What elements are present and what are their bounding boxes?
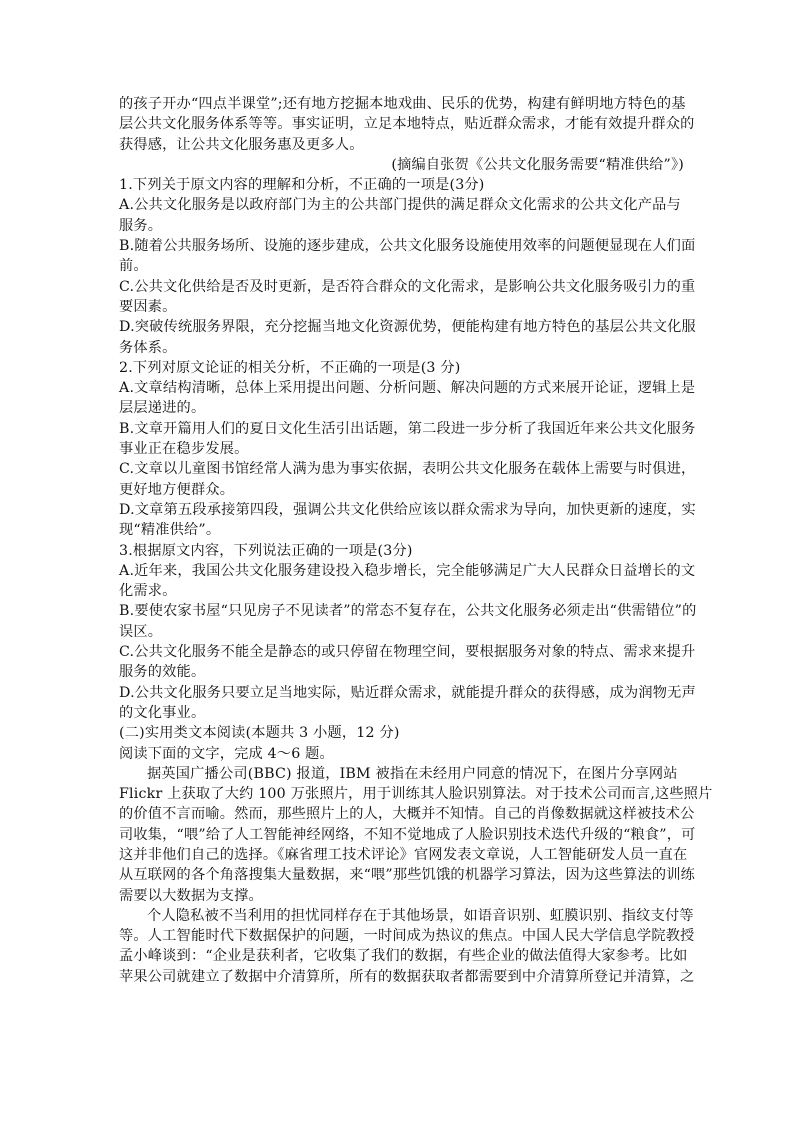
option-d: D.公共文化服务只要立足当地实际，贴近群众需求，就能提升群众的获得感，成为润物无声 [119,684,696,701]
text-line: 层公共文化服务体系等等。事实证明，立足本地特点，贴近群众需求，才能有效提升群众的 [119,116,695,133]
option-c-cont: 要因素。 [119,298,177,315]
passage-1-tail [119,94,695,155]
paragraph-1 [119,764,713,906]
text-line: 从互联网的各个角落搜集大量数据，来“喂”那些饥饿的机器学习算法，因为这些算法的训练 [119,867,696,884]
question-2 [119,358,696,541]
text-line: 据英国广播公司(BBC) 报道，IBM 被指在未经用户同意的情况下，在图片分享网站 [147,765,678,782]
option-c-cont: 更好地方便群众。 [119,481,235,498]
option-c-cont: 服务的效能。 [119,664,206,681]
text-line: 苹果公司就建立了数据中介清算所，所有的数据获取者都需要到中介清算所登记并清算，之 [119,968,695,985]
question-3 [119,541,697,724]
option-b-cont: 事业正在稳步发展。 [119,441,249,458]
option-b: B.要使农家书屋“只见房子不见读者”的常态不复存在，公共文化服务必须走出“供需错位”的 [119,603,697,620]
text-line: 司收集，“喂”给了人工智能神经网络，不知不觉地成了人脸识别技术迭代升级的“粮食”，可 [119,826,696,843]
option-a-cont: 层层递进的。 [119,400,206,417]
option-d-cont: 务体系。 [119,339,177,356]
text-line: 需要以大数据为支撑。 [119,887,263,904]
option-b: B.随着公共服务场所、设施的逐步建成，公共文化服务设施使用效率的问题便显现在人们面 [119,238,696,255]
option-d-cont: 的文化事业。 [119,704,206,721]
option-c: C.文章以儿童图书馆经常人满为患为事实依据，表明公共文化服务在载体上需要与时俱进， [119,461,696,478]
option-d: D.突破传统服务界限，充分挖掘当地文化资源优势，便能构建有地方特色的基层公共文化服 [119,319,696,336]
question-stem: 3.根据原文内容，下列说法正确的一项是(3分) [119,542,413,559]
text-line: 获得感，让公共文化服务惠及更多人。 [119,136,364,153]
option-c: C.公共文化服务不能全是静态的或只停留在物理空间，要根据服务对象的特点、需求来提升 [119,644,696,661]
option-a: A.文章结构清晰，总体上采用提出问题、分析问题、解决问题的方式来展开论证，逻辑上是 [119,380,696,397]
option-b: B.文章开篇用人们的夏日文化生活引出话题，第二段进一步分析了我国近年来公共文化服务 [119,420,696,437]
option-b-cont: 前。 [119,258,148,275]
paragraph-2 [119,906,695,987]
text-line: 这并非他们自己的选择。《麻省理工技术评论》官网发表文章说，人工智能研发人员一直在 [119,846,688,863]
section-instruction: 阅读下面的文字，完成 4～6 题。 [119,745,334,762]
option-b-cont: 误区。 [119,623,163,640]
text-line: 的价值不言而喻。然而，那些照片上的人，大概并不知情。自己的肖像数据就这样被技术公 [119,806,695,823]
option-a: A.近年来，我国公共文化服务建设投入稳步增长，完全能够满足广大人民群众日益增长的文 [119,562,696,579]
text-line: 个人隐私被不当利用的担忧同样存在于其他场景，如语音识别、虹膜识别、指纹支付等 [147,907,694,924]
text-line: 的孩子开办“四点半课堂”;还有地方挖掘本地戏曲、民乐的优势，构建有鲜明地方特色的基 [119,96,686,112]
option-d-cont: 现“精准供给”。 [119,522,221,539]
section-heading: (二)实用类文本阅读(本题共 3 小题，12 分) [119,725,400,742]
source-citation: (摘编自张贺《公共文化服务需要“精准供给”》) [391,156,684,173]
question-stem: 1.下列关于原文内容的理解和分析，不正确的一项是(3分) [119,177,485,194]
section-2 [119,723,713,987]
text-line: 等。人工智能时代下数据保护的问题，一时间成为热议的焦点。中国人民大学信息学院教授 [119,928,695,945]
option-c: C.公共文化供给是否及时更新，是否符合群众的文化需求，是影响公共文化服务吸引力的重 [119,278,696,295]
option-a-cont: 服务。 [119,217,163,234]
option-a: A.公共文化服务是以政府部门为主的公共部门提供的满足群众文化需求的公共文化产品与 [119,197,681,214]
text-line: 孟小峰谈到：“企业是获利者，它收集了我们的数据，有些企业的做法值得大家参考。比如 [119,948,688,965]
text-line: Flickr 上获取了大约 100 万张照片，用于训练其人脸识别算法。对于技术公司而言,这些照片 [119,786,713,803]
option-d: D.文章第五段承接第四段，强调公共文化供给应该以群众需求为导向，加快更新的速度，实 [119,501,696,518]
question-1 [119,175,696,358]
question-stem: 2.下列对原文论证的相关分析，不正确的一项是(3 分) [119,359,461,376]
option-a-cont: 化需求。 [119,583,177,600]
